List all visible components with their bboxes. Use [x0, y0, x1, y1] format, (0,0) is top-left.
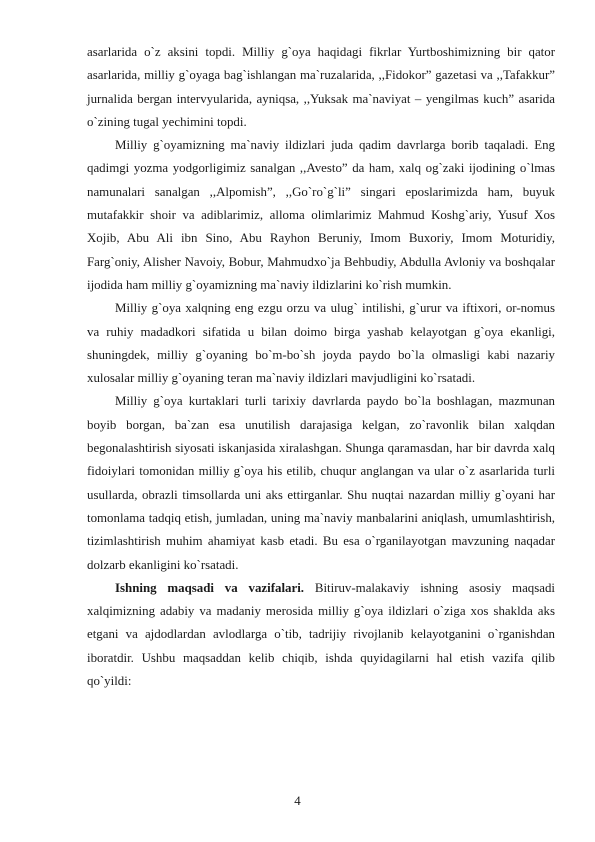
page-number: 4: [294, 794, 301, 808]
paragraph-history: Milliy g`oya kurtaklari turli tarixiy davrlarda paydo bo`la boshlagan, mazmunan boyib borgan, ba`zan esa unutilish darajasiga kelgan, zo`ravonlik bilan xalqdan begonalashtirish siyosati iskanjasida xiralashgan. Shunga qaramasdan, har bir davrda xalq fidoiylari tomonidan milliy g`oya his etilib, chuqur anglangan va ular o`z asarlarida turli usullarda, obrazli timsollarda uni aks ettirganlar. Shu nuqtai nazardan milliy g`oyani har tomonlama tadqiq etish, jumladan, uning ma`naviy manbalarini aniqlash, umumlashtirish, tizimlashtirish muhim ahamiyat kasb etadi. Bu esa o`rganilayotgan mavzuning naqadar dolzarb ekanligini ko`rsatadi.: [87, 394, 555, 572]
paragraph-aims: [87, 577, 555, 693]
paragraph-conclusions: Milliy g`oya xalqning eng ezgu orzu va ulug` intilishi, g`urur va iftixori, or-nomus va ruhiy madadkori sifatida u bilan doimo birga yashab kelayotgan g`oya ekanligi, shuningdek, milliy g`oyaning bo`m-bo`sh joyda paydo bo`la olmasligi kabi nazariy xulosalar milliy g`oyaning teran ma`naviy ildizlari mavjudligini ko`rsatadi.: [87, 301, 555, 386]
paragraph-continuation: asarlarida o`z aksini topdi. Milliy g`oya haqidagi fikrlar Yurtboshimizning bir qator asarlarida, milliy g`oyaga bag`ishlangan ma`ruzalarida, ,,Fidokor” gazetasi va ,,Tafakkur” jurnalida bergan intervyularida, ayniqsa, ,,Yuksak ma`naviyat – yengilmas kuch” asarida o`zining tugal yechimini topdi.: [87, 45, 555, 129]
aims-heading: Ishning maqsadi va vazifalari.: [115, 580, 305, 595]
aims-text: Bitiruv-malakaviy ishning asosiy maqsadi xalqimizning adabiy va madaniy merosida milliy g`oya ildizlari o`ziga xos shaklda aks etgani va ajdodlardan avlodlarga o`tib, tadrijiy rivojlanib kelayotganini o`rganishdan iboratdir. Ushbu maqsaddan kelib chiqib, ishda quyidagilarni hal etish vazifa qilib qo`yildi:: [87, 580, 555, 689]
document-page: [87, 41, 555, 693]
paragraph-roots: Milliy g`oyamizning ma`naviy ildizlari juda qadim davrlarga borib taqaladi. Eng qadimgi yozma yodgorligimiz sanalgan ,,Avesto” da ham, xalq og`zaki ijodining o`lmas namunalari sanalgan ,,Alpomish”, ,,Go`ro`g`li” singari eposlarimizda ham, buyuk mutafakkir shoir va adiblarimiz, alloma olimlarimiz Mahmud Koshg`ariy, Yusuf Xos Xojib, Abu Ali ibn Sino, Abu Rayhon Beruniy, Imom Buxoriy, Imom Moturidiy, Farg`oniy, Alisher Navoiy, Bobur, Mahmudxo`ja Behbudiy, Abdulla Avloniy va boshqalar ijodida ham milliy g`oyamizning ma`naviy ildizlarini ko`rish mumkin.: [87, 138, 555, 292]
